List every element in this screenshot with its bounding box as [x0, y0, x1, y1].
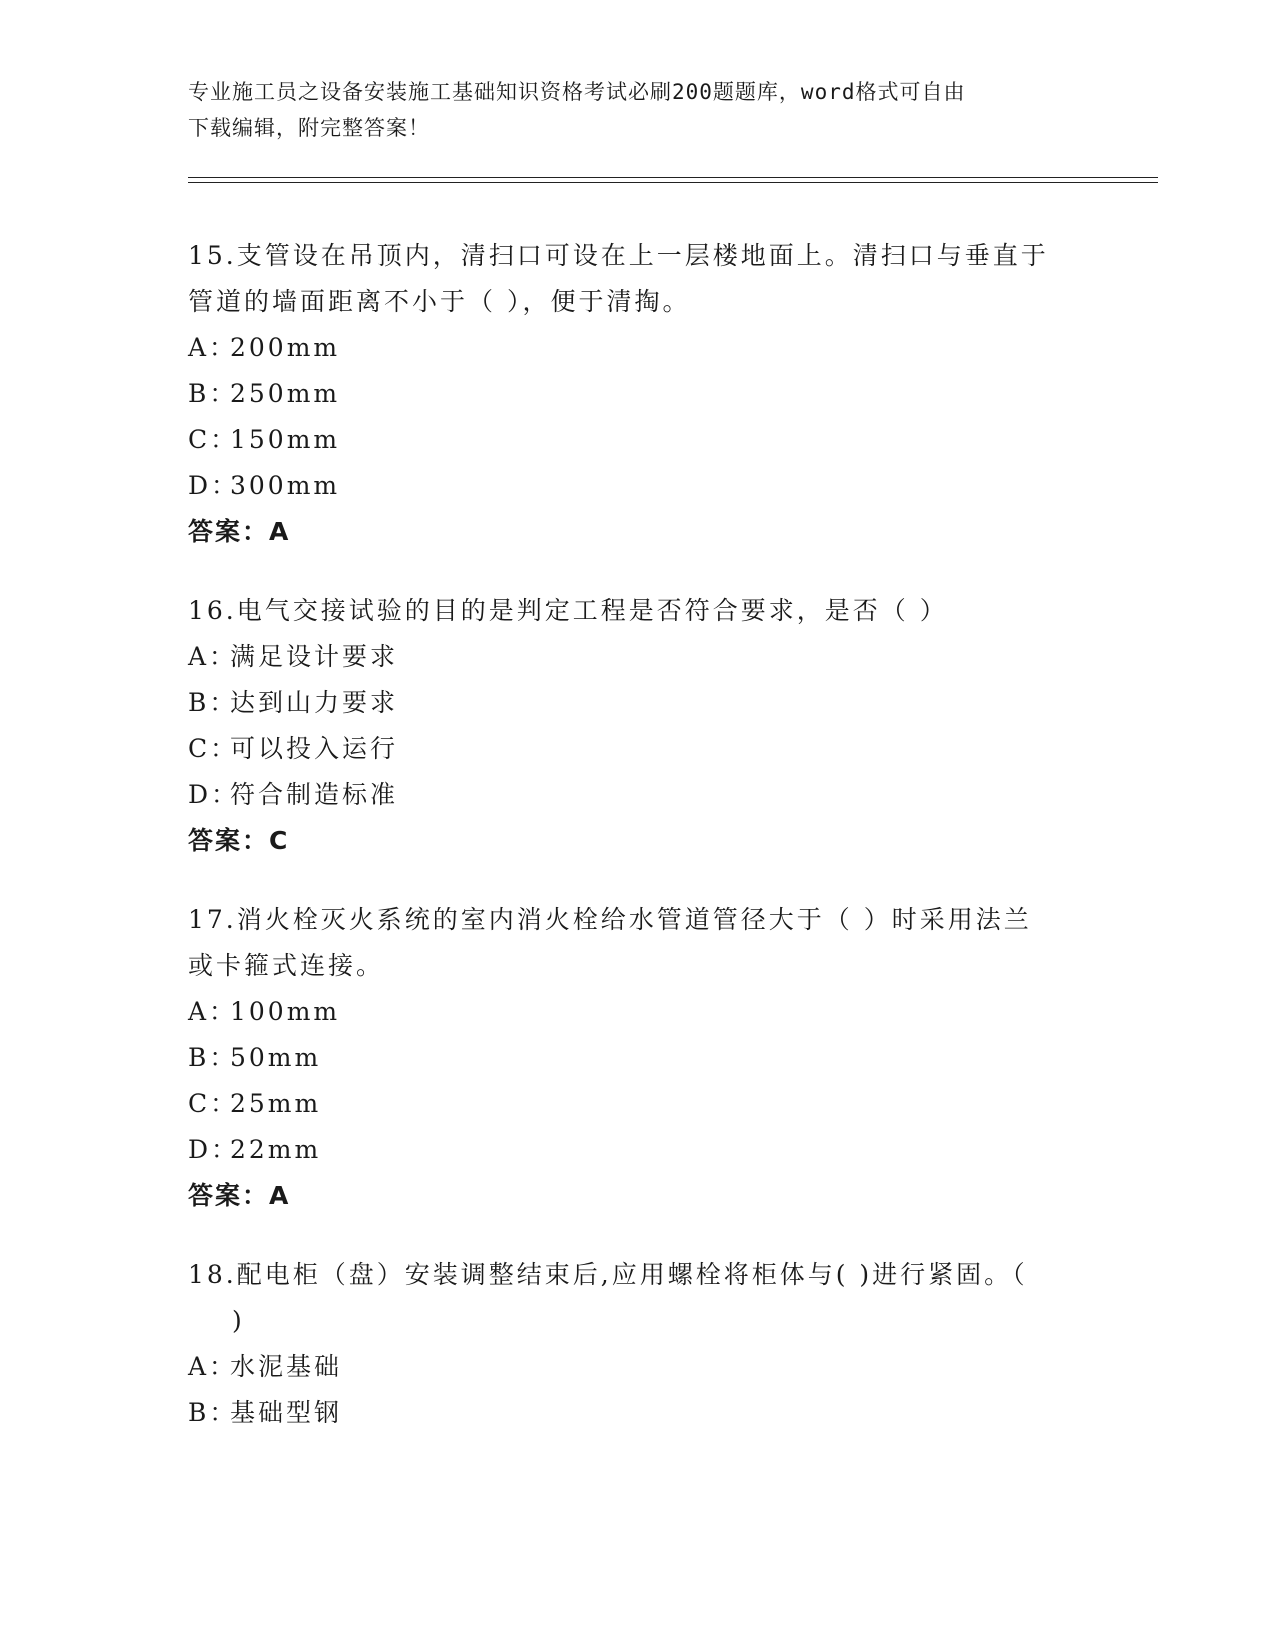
- question-15: [188, 233, 1088, 555]
- stem-line: 16.电气交接试验的目的是判定工程是否符合要求，是否（ ）: [188, 596, 948, 625]
- option-letter: C：: [188, 734, 239, 763]
- option-letter: B：: [188, 1043, 238, 1072]
- answer-line: 答案：C: [188, 826, 290, 855]
- answer-line: 答案：A: [188, 1181, 291, 1210]
- option-letter: A：: [188, 1352, 238, 1381]
- option-letter: D：: [188, 1135, 240, 1164]
- option-text: 150mm: [230, 425, 341, 454]
- header-divider: [188, 177, 1158, 178]
- stem-line: 管道的墙面距离不小于（ ），便于清掏。: [188, 287, 691, 316]
- stem-line: 17.消火栓灭火系统的室内消火栓给水管道管径大于（ ）时采用法兰: [188, 905, 1032, 934]
- option-c: [188, 1081, 1088, 1127]
- option-text: 满足设计要求: [230, 642, 399, 671]
- option-letter: A：: [188, 997, 238, 1026]
- option-a: [188, 1344, 1088, 1390]
- option-a: [188, 989, 1088, 1035]
- stem-line: 或卡箍式连接。: [188, 951, 385, 980]
- option-a: [188, 634, 1088, 680]
- header-line-2: 下载编辑，附完整答案！: [188, 116, 430, 140]
- option-text: 基础型钢: [230, 1398, 343, 1427]
- option-letter: B：: [188, 1398, 238, 1427]
- option-text: 符合制造标准: [230, 780, 399, 809]
- header-line-1: 专业施工员之设备安装施工基础知识资格考试必刷200题题库，word格式可自由: [188, 80, 966, 104]
- question-17: [188, 897, 1088, 1219]
- option-letter: D：: [188, 471, 240, 500]
- option-d: [188, 463, 1088, 509]
- option-text: 达到山力要求: [230, 688, 399, 717]
- option-b: [188, 680, 1088, 726]
- question-stem: [188, 897, 1088, 989]
- option-text: 300mm: [230, 471, 341, 500]
- option-letter: D：: [188, 780, 240, 809]
- question-stem: [188, 233, 1088, 325]
- option-text: 可以投入运行: [230, 734, 399, 763]
- option-letter: A：: [188, 642, 238, 671]
- option-text: 水泥基础: [230, 1352, 343, 1381]
- question-stem: [188, 1252, 1088, 1344]
- option-d: [188, 772, 1088, 818]
- option-text: 22mm: [230, 1135, 322, 1164]
- option-b: [188, 1390, 1088, 1436]
- stem-line: 18.配电柜（盘）安装调整结束后,应用螺栓将柜体与( )进行紧固。（: [188, 1260, 1028, 1289]
- option-text: 200mm: [230, 333, 341, 362]
- option-letter: C：: [188, 1089, 239, 1118]
- option-b: [188, 1035, 1088, 1081]
- stem-line: 15.支管设在吊顶内，清扫口可设在上一层楼地面上。清扫口与垂直于: [188, 241, 1049, 270]
- header-divider-double: [188, 182, 1158, 183]
- option-letter: B：: [188, 688, 238, 717]
- option-letter: C：: [188, 425, 239, 454]
- option-a: [188, 325, 1088, 371]
- option-text: 250mm: [230, 379, 341, 408]
- stem-line: ): [232, 1306, 245, 1335]
- option-c: [188, 417, 1088, 463]
- option-c: [188, 726, 1088, 772]
- document-header: [188, 74, 1088, 146]
- answer-line: 答案：A: [188, 517, 291, 546]
- option-b: [188, 371, 1088, 417]
- option-text: 25mm: [230, 1089, 322, 1118]
- question-16: [188, 588, 1088, 864]
- option-text: 50mm: [230, 1043, 322, 1072]
- option-letter: A：: [188, 333, 238, 362]
- option-d: [188, 1127, 1088, 1173]
- question-stem: [188, 588, 1088, 634]
- option-text: 100mm: [230, 997, 341, 1026]
- option-letter: B：: [188, 379, 238, 408]
- question-18: [188, 1252, 1088, 1436]
